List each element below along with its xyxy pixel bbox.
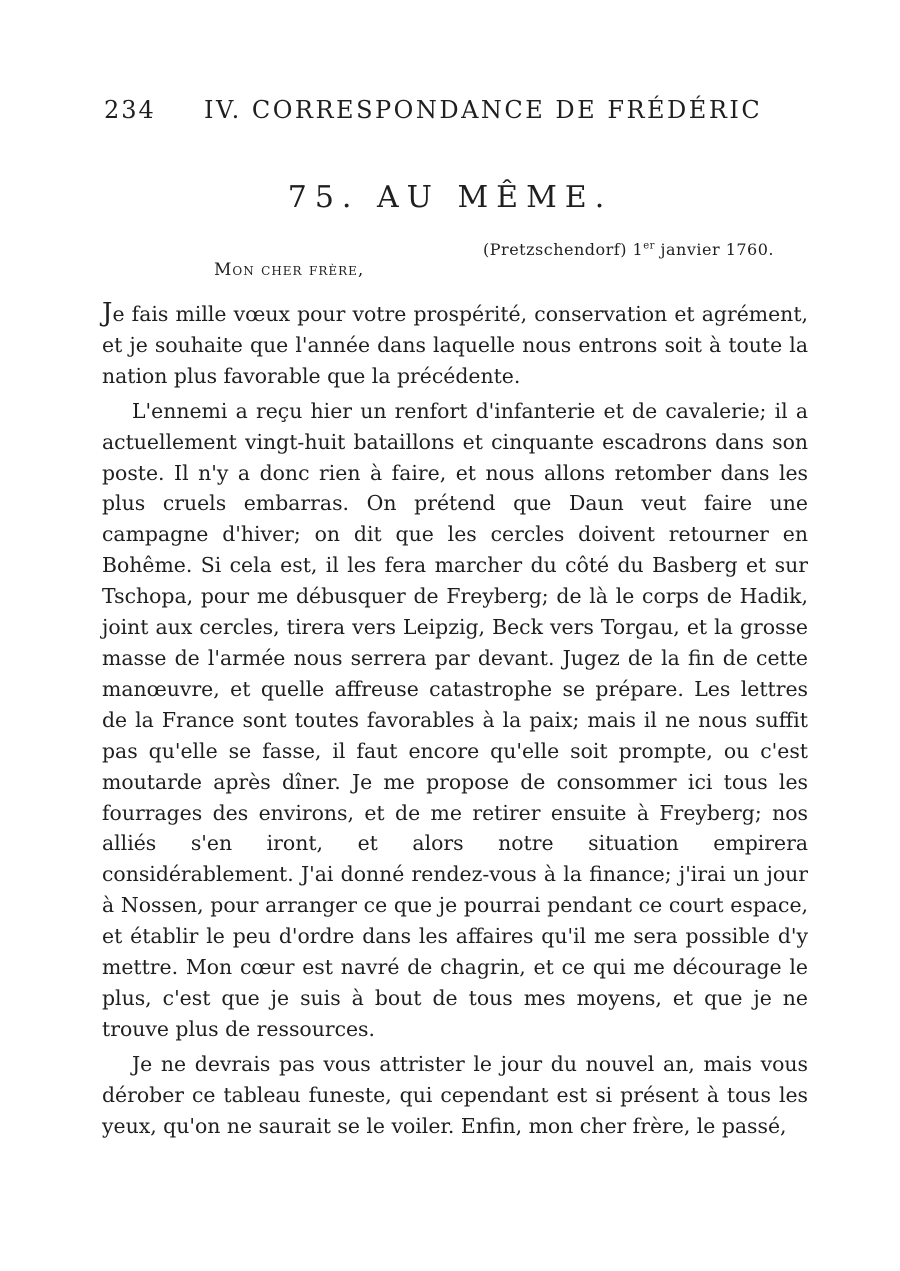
letter-salutation: Mon cher frère, bbox=[214, 260, 365, 280]
running-head-title: IV. CORRESPONDANCE DE FRÉDÉRIC bbox=[204, 96, 763, 124]
paragraph-text: e fais mille vœux pour votre prospérité, conservation et agrément, et je souhaite que l'année dans laquelle nous entrons soit à toute la nation plus favorable que la précédente. bbox=[102, 302, 808, 388]
dateline-place-day: (Pretzschendorf) 1 bbox=[483, 240, 644, 259]
letter-body bbox=[102, 298, 808, 1141]
paragraph: Je ne devrais pas vous attrister le jour du nouvel an, mais vous dérober ce tableau funeste, qui cependant est si présent à tous les yeux, qu'on ne saurait se le voiler. Enfin, mon cher frère, le passé, bbox=[102, 1051, 808, 1138]
letter-dateline bbox=[483, 240, 774, 259]
dateline-ordinal: er bbox=[643, 240, 655, 252]
paragraph: L'ennemi a reçu hier un renfort d'infanterie et de cavalerie; il a actuellement vingt-huit bataillons et cinquante escadrons dans son poste. Il n'y a donc rien à faire, et nous allons retomber dans les plus cruels embarras. On prétend que Daun veut faire une campagne d'hiver; on dit que les cercles doivent retourner en Bohême. Si cela est, il les fera marcher du côté du Basberg et sur Tschopa, pour me débusquer de Freyberg; de là le corps de Hadik, joint aux cercles, tirera vers Leipzig, Beck vers Torgau, et la grosse masse de l'armée nous serrera par devant. Jugez de la fin de cette manœuvre, et quelle affreuse catastrophe se prépare. Les lettres de la France sont toutes favorables à la paix; mais il ne nous suffit pas qu'elle se fasse, il faut encore qu'elle soit prompte, ou c'est moutarde après dîner. Je me propose de consommer ici tous les fourrages des environs, et de me retirer ensuite à Freyberg; nos alliés s'en iront, et alors notre situation empirera considérablement. J'ai donné rendez-vous à la finance; j'irai un jour à Nossen, pour arranger ce que je pourrai pendant ce court espace, et établir le peu d'ordre dans les affaires qu'il me sera possible d'y mettre. Mon cœur est navré de chagrin, et ce qui me décourage le plus, c'est que je suis à bout de tous mes moyens, et que je ne trouve plus de ressources. bbox=[102, 398, 808, 1041]
paragraph bbox=[102, 298, 808, 392]
running-head bbox=[104, 96, 804, 128]
page-number: 234 bbox=[104, 96, 156, 124]
letter-title: 75. AU MÊME. bbox=[287, 180, 613, 215]
initial-letter: J bbox=[102, 298, 113, 328]
dateline-month-year: janvier 1760. bbox=[654, 240, 774, 259]
